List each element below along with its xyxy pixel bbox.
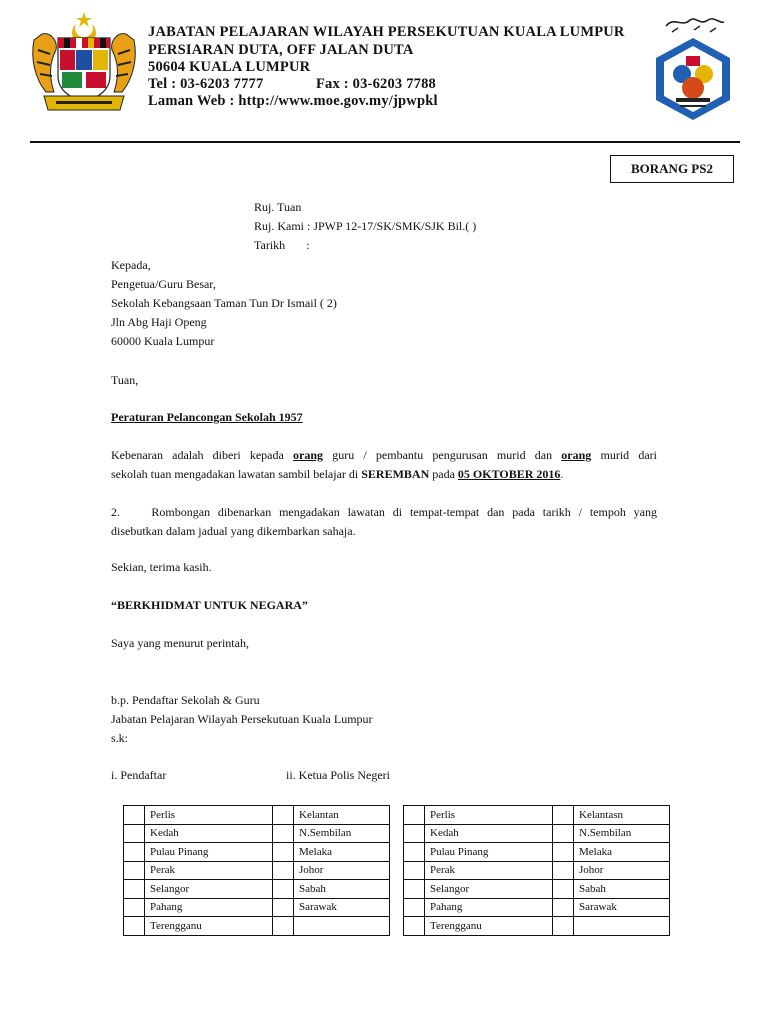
state-cell: Kedah [425, 824, 553, 843]
header-divider [30, 141, 740, 143]
para1-place: SEREMBAN [361, 467, 430, 481]
checkbox-cell[interactable] [273, 843, 294, 862]
para1-text-6: . [560, 467, 564, 481]
para1-text-1: Kebenaran adalah diberi kepada [111, 448, 294, 462]
salutation: Tuan, [111, 373, 139, 387]
checkbox-cell[interactable] [404, 861, 425, 880]
table-row [124, 898, 390, 917]
checkbox-cell[interactable] [553, 861, 574, 880]
state-cell: Perlis [425, 806, 553, 825]
recipient-kepada: Kepada, [111, 258, 151, 272]
checkbox-cell[interactable] [553, 917, 574, 936]
state-cell: Perlis [145, 806, 273, 825]
table-row [404, 861, 670, 880]
para1-orang-1: orang [293, 448, 324, 462]
table-row [124, 861, 390, 880]
state-cell [294, 917, 390, 936]
motto-text: “BERKHIDMAT UNTUK NEGARA” [111, 598, 308, 612]
table-row [124, 806, 390, 825]
checkbox-cell[interactable] [273, 806, 294, 825]
recipient-line-3: Jln Abg Haji Openg [111, 315, 207, 329]
cc-table-pendaftar [123, 805, 390, 936]
paragraph-1-line-2 [111, 465, 657, 485]
table-row [124, 917, 390, 936]
table-row [404, 880, 670, 899]
checkbox-cell[interactable] [404, 824, 425, 843]
checkbox-cell[interactable] [124, 861, 145, 880]
checkbox-cell[interactable] [404, 880, 425, 899]
thanks-text: Sekian, terima kasih. [111, 560, 212, 574]
checkbox-cell[interactable] [404, 843, 425, 862]
checkbox-cell[interactable] [273, 898, 294, 917]
paragraph-1-line-1 [111, 446, 657, 466]
table-row [404, 806, 670, 825]
header-tel: Tel : 03-6203 7777 [148, 76, 264, 92]
recipient-line-1: Pengetua/Guru Besar, [111, 277, 216, 291]
state-cell: N.Sembilan [574, 824, 670, 843]
signature-line-1: b.p. Pendaftar Sekolah & Guru [111, 693, 260, 707]
checkbox-cell[interactable] [273, 861, 294, 880]
header-line-2: PERSIARAN DUTA, OFF JALAN DUTA [148, 42, 414, 58]
para1-text-2: guru / pembantu pengurusan murid dan [323, 448, 562, 462]
header-line-1: JABATAN PELAJARAN WILAYAH PERSEKUTUAN KUALA LUMPUR [148, 24, 625, 40]
header-fax: Fax : 03-6203 7788 [316, 76, 436, 92]
checkbox-cell[interactable] [553, 898, 574, 917]
para1-text-4: sekolah tuan mengadakan lawatan sambil belajar di [111, 467, 362, 481]
checkbox-cell[interactable] [553, 806, 574, 825]
checkbox-cell[interactable] [553, 824, 574, 843]
table-row [404, 898, 670, 917]
coat-of-arms-logo [28, 10, 140, 115]
state-cell: Kelantan [294, 806, 390, 825]
state-cell: Sabah [574, 880, 670, 899]
cc-left-label: i. Pendaftar [111, 768, 167, 782]
recipient-line-4: 60000 Kuala Lumpur [111, 334, 215, 348]
table-row [404, 917, 670, 936]
table-row [404, 843, 670, 862]
checkbox-cell[interactable] [404, 806, 425, 825]
para1-orang-2: orang [561, 448, 592, 462]
ref-ruj-tuan: Ruj. Tuan [254, 200, 302, 214]
form-code-box: BORANG PS2 [610, 155, 734, 183]
table-row [124, 880, 390, 899]
cc-right-label: ii. Ketua Polis Negeri [286, 768, 390, 782]
state-cell: Selangor [425, 880, 553, 899]
checkbox-cell[interactable] [553, 880, 574, 899]
para1-text-5: pada [429, 467, 458, 481]
state-cell: Pahang [145, 898, 273, 917]
signature-line-3: s.k: [111, 731, 129, 745]
checkbox-cell[interactable] [273, 917, 294, 936]
state-cell [574, 917, 670, 936]
state-cell: Sarawak [294, 898, 390, 917]
table-row [124, 824, 390, 843]
state-cell: N.Sembilan [294, 824, 390, 843]
checkbox-cell[interactable] [273, 880, 294, 899]
state-cell: Terengganu [425, 917, 553, 936]
header-line-3: 50604 KUALA LUMPUR [148, 59, 311, 75]
checkbox-cell[interactable] [404, 898, 425, 917]
header-web-label: Laman Web : [148, 93, 239, 109]
ref-ruj-kami: Ruj. Kami : JPWP 12-17/SK/SMK/SJK Bil.( ) [254, 219, 477, 233]
checkbox-cell[interactable] [124, 806, 145, 825]
jpwp-emblem-logo [648, 12, 738, 132]
state-cell: Selangor [145, 880, 273, 899]
checkbox-cell[interactable] [404, 917, 425, 936]
state-cell: Terengganu [145, 917, 273, 936]
checkbox-cell[interactable] [124, 898, 145, 917]
checkbox-cell[interactable] [124, 824, 145, 843]
header-web [148, 93, 438, 110]
closing-text: Saya yang menurut perintah, [111, 636, 249, 650]
checkbox-cell[interactable] [553, 843, 574, 862]
state-cell: Perak [145, 861, 273, 880]
para1-date: 05 OKTOBER 2016 [457, 467, 561, 481]
subject-title: Peraturan Pelancongan Sekolah 1957 [111, 410, 303, 424]
state-cell: Kedah [145, 824, 273, 843]
state-cell: Melaka [574, 843, 670, 862]
checkbox-cell[interactable] [124, 880, 145, 899]
table-row [404, 824, 670, 843]
paragraph-2-line-1: 2. Rombongan dibenarkan mengadakan lawatan di tempat-tempat dan pada tarikh / tempoh yang [111, 505, 657, 519]
checkbox-cell[interactable] [124, 917, 145, 936]
state-cell: Pulau Pinang [425, 843, 553, 862]
state-cell: Kelantasn [574, 806, 670, 825]
state-cell: Johor [294, 861, 390, 880]
paragraph-2-line-2: disebutkan dalam jadual yang dikembarkan sahaja. [111, 524, 356, 538]
ref-tarikh: Tarikh : [254, 238, 310, 252]
recipient-line-2: Sekolah Kebangsaan Taman Tun Dr Ismail ( 2) [111, 296, 337, 310]
table-row [124, 843, 390, 862]
state-cell: Melaka [294, 843, 390, 862]
cc-table-polis [403, 805, 670, 936]
state-cell: Johor [574, 861, 670, 880]
signature-line-2: Jabatan Pelajaran Wilayah Persekutuan Kuala Lumpur [111, 712, 373, 726]
state-cell: Pulau Pinang [145, 843, 273, 862]
header-web-url[interactable]: http://www.moe.gov.my/jpwpkl [238, 93, 438, 109]
para1-text-3: murid dari [591, 448, 657, 462]
checkbox-cell[interactable] [124, 843, 145, 862]
checkbox-cell[interactable] [273, 824, 294, 843]
state-cell: Sabah [294, 880, 390, 899]
state-cell: Pahang [425, 898, 553, 917]
state-cell: Sarawak [574, 898, 670, 917]
state-cell: Perak [425, 861, 553, 880]
